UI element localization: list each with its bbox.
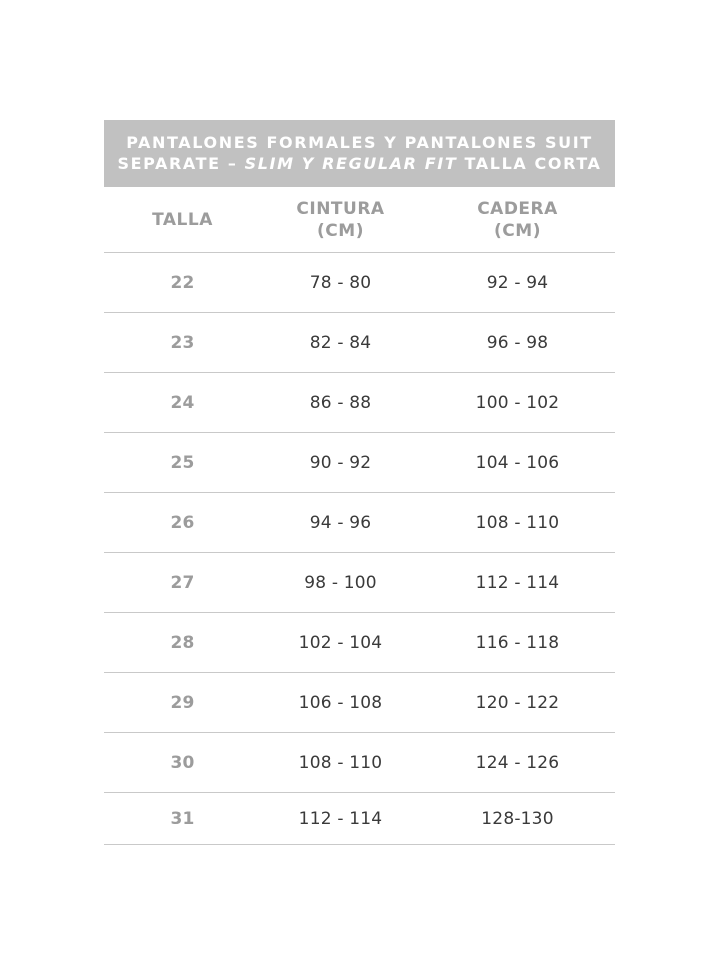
size-cell: 22 — [170, 272, 195, 293]
table-row — [104, 613, 615, 673]
waist-cell: 94 - 96 — [309, 512, 372, 533]
hip-cell: 120 - 122 — [475, 692, 560, 713]
size-cell: 30 — [170, 752, 195, 773]
table-row — [104, 433, 615, 493]
hip-cell: 100 - 102 — [475, 392, 560, 413]
header-waist-label: CINTURA — [296, 198, 385, 219]
header-waist-unit: (CM) — [317, 220, 364, 241]
hip-cell: 108 - 110 — [475, 512, 560, 533]
table-title-prefix: SEPARATE – — [117, 154, 245, 173]
waist-cell: 82 - 84 — [309, 332, 372, 353]
size-cell: 27 — [170, 572, 195, 593]
hip-cell: 128-130 — [481, 808, 554, 829]
size-cell: 26 — [170, 512, 195, 533]
header-hip-label: CADERA — [477, 198, 558, 219]
header-hip-unit: (CM) — [494, 220, 541, 241]
size-cell: 28 — [170, 632, 195, 653]
table-title-suffix: TALLA CORTA — [457, 154, 602, 173]
table-title-fit: SLIM Y REGULAR FIT — [244, 154, 458, 173]
size-cell: 23 — [170, 332, 195, 353]
size-cell: 29 — [170, 692, 195, 713]
waist-cell: 90 - 92 — [309, 452, 372, 473]
hip-cell: 104 - 106 — [475, 452, 560, 473]
header-size-label: TALLA — [152, 209, 213, 230]
table-row — [104, 793, 615, 845]
table-title-line-1: PANTALONES FORMALES Y PANTALONES SUIT — [126, 133, 593, 152]
waist-cell: 108 - 110 — [298, 752, 383, 773]
hip-cell: 92 - 94 — [486, 272, 549, 293]
waist-cell: 112 - 114 — [298, 808, 383, 829]
header-size — [104, 209, 261, 231]
header-hip — [420, 198, 615, 242]
table-title-line-2 — [104, 153, 615, 174]
table-row — [104, 553, 615, 613]
table-row — [104, 733, 615, 793]
waist-cell: 106 - 108 — [298, 692, 383, 713]
table-row — [104, 253, 615, 313]
hip-cell: 112 - 114 — [475, 572, 560, 593]
hip-cell: 124 - 126 — [475, 752, 560, 773]
size-cell: 25 — [170, 452, 195, 473]
table-row — [104, 673, 615, 733]
table-header-row — [104, 187, 615, 253]
size-cell: 24 — [170, 392, 195, 413]
waist-cell: 78 - 80 — [309, 272, 372, 293]
hip-cell: 116 - 118 — [475, 632, 560, 653]
table-row — [104, 373, 615, 433]
hip-cell: 96 - 98 — [486, 332, 549, 353]
table-title — [104, 120, 615, 187]
waist-cell: 86 - 88 — [309, 392, 372, 413]
waist-cell: 102 - 104 — [298, 632, 383, 653]
header-waist — [261, 198, 420, 242]
table-row — [104, 313, 615, 373]
waist-cell: 98 - 100 — [304, 572, 377, 593]
size-cell: 31 — [170, 808, 195, 829]
table-row — [104, 493, 615, 553]
size-chart-table — [104, 120, 615, 845]
